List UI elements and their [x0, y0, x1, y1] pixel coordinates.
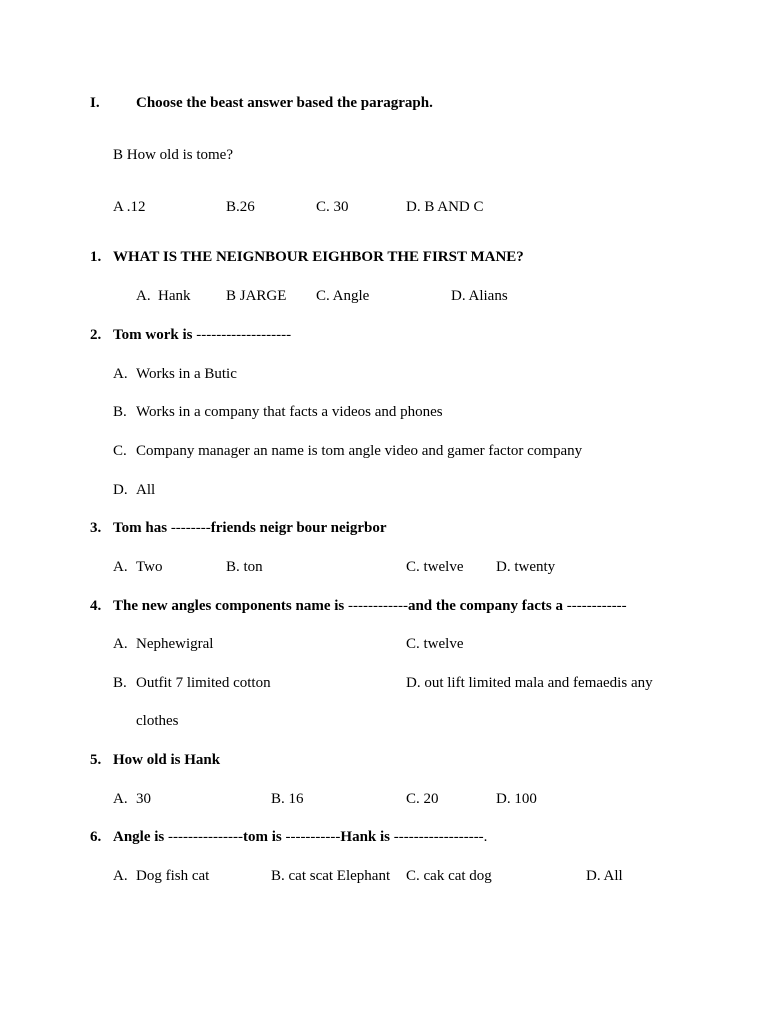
option-text: B. cat scat Elephant: [271, 868, 391, 884]
option-text: Dog fish cat: [136, 868, 210, 884]
option-text: All: [136, 482, 156, 498]
example-option-c: C. 30: [316, 199, 349, 215]
option-text: C. twelve: [406, 636, 464, 652]
question-text: Angle is ---------------tom is -----------Hank is ------------------.: [113, 829, 488, 845]
question-text: Tom has --------friends neigr bour neigrbor: [113, 520, 387, 536]
option-text: Nephewigral: [136, 636, 214, 652]
option-letter: A.: [113, 868, 128, 884]
option-text: Works in a company that facts a videos and phones: [136, 404, 443, 420]
option-text: C. twelve: [406, 559, 464, 575]
option-letter: B.: [113, 675, 127, 691]
option-text: Company manager an name is tom angle video and gamer factor company: [136, 443, 583, 459]
option-text: 30: [136, 791, 151, 807]
section-instruction: Choose the beast answer based the paragraph.: [136, 95, 433, 111]
option-text: Two: [136, 559, 163, 575]
question-number: 3.: [90, 520, 102, 536]
question-text: The new angles components name is ------------and the company facts a ------------: [113, 598, 627, 614]
question-number: 2.: [90, 327, 102, 343]
option-letter: B.: [113, 404, 127, 420]
option-text: Hank: [158, 288, 191, 304]
option-text: Works in a Butic: [136, 366, 237, 382]
option-text: D. out lift limited mala and femaedis any: [406, 675, 653, 691]
example-option-b: B.26: [226, 199, 255, 215]
option-text: D. twenty: [496, 559, 556, 575]
option-letter: A.: [136, 288, 151, 304]
question-text: WHAT IS THE NEIGNBOUR EIGHBOR THE FIRST MANE?: [113, 249, 524, 265]
option-text: B. ton: [226, 559, 263, 575]
option-letter: C.: [113, 443, 127, 459]
question-text: Tom work is -------------------: [113, 327, 292, 343]
question-text: How old is Hank: [113, 752, 221, 768]
example-question: B How old is tome?: [113, 147, 233, 163]
option-letter: A.: [113, 791, 128, 807]
question-number: 6.: [90, 829, 102, 845]
option-text: D. All: [586, 868, 623, 884]
example-option-d: D. B AND C: [406, 199, 484, 215]
option-text: B JARGE: [226, 288, 287, 304]
option-text: B. 16: [271, 791, 304, 807]
option-letter: A.: [113, 366, 128, 382]
option-text: C. Angle: [316, 288, 370, 304]
option-text: D. Alians: [451, 288, 508, 304]
option-letter: D.: [113, 482, 128, 498]
question-number: 1.: [90, 249, 102, 265]
example-option-a: A .12: [113, 199, 146, 215]
option-text: C. cak cat dog: [406, 868, 492, 884]
option-text: D. 100: [496, 791, 537, 807]
option-letter: A.: [113, 559, 128, 575]
option-text: Outfit 7 limited cotton: [136, 675, 271, 691]
option-letter: A.: [113, 636, 128, 652]
section-numeral: I.: [90, 95, 100, 111]
question-number: 4.: [90, 598, 102, 614]
question-number: 5.: [90, 752, 102, 768]
option-text-continuation: clothes: [136, 713, 179, 729]
option-text: C. 20: [406, 791, 439, 807]
